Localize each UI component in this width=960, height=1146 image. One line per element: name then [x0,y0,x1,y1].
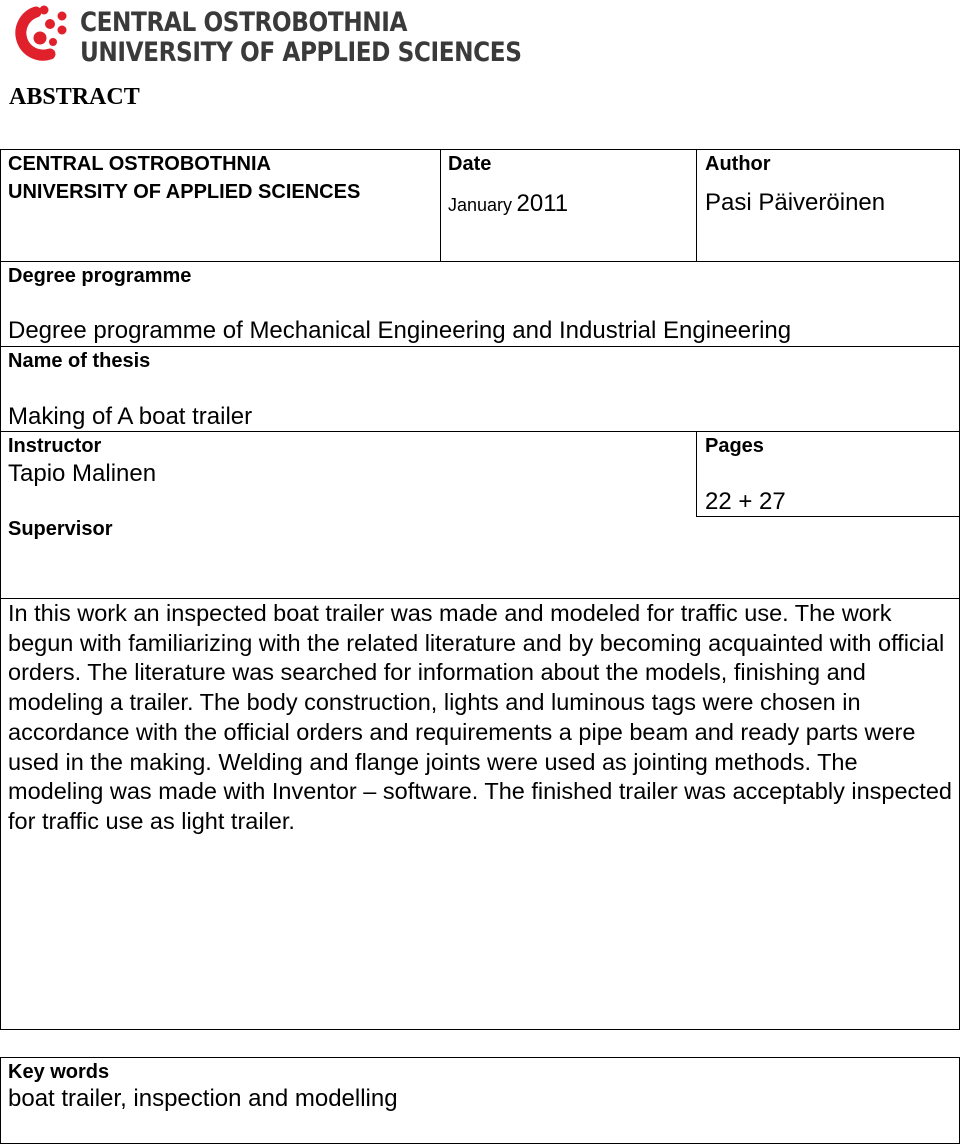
date-label: Date [448,153,492,175]
date-year: 2011 [516,190,569,217]
keywords-value: boat trailer, inspection and modelling [8,1085,398,1112]
degree-cell [8,264,954,345]
supervisor-label: Supervisor [8,518,113,540]
instructor-cell [8,434,688,541]
abstract-text: In this work an inspected boat trailer was made and modeled for traffic use. The work begun with familiarizing with the related literature and by becoming acquainted with official orders. The literature was searched for information about the models, finishing and modeling a trailer. The body construction, lights and luminous tags were chosen in accordance with the official orders and requirements a pipe beam and ready parts were used in the making. Welding and flange joints were used as jointing methods. The modeling was made with Inventor – software. The finished trailer was acceptably inspected for traffic use as light trailer. [8,600,952,834]
institution-line-1: CENTRAL OSTROBOTHNIA [8,153,271,175]
instructor-label: Instructor [8,435,102,457]
date-cell [448,152,693,218]
pages-cell [705,434,955,516]
date-month: January [448,195,513,215]
keywords-label: Key words [8,1061,110,1083]
pages-value: 22 + 27 [705,488,786,515]
thesis-label: Name of thesis [8,350,151,372]
degree-label: Degree programme [8,265,192,287]
page-title: ABSTRACT [9,84,140,110]
instructor-value: Tapio Malinen [8,460,157,487]
thesis-cell [8,349,954,431]
cou-logo-icon [6,2,70,66]
logo-wordmark [80,8,522,68]
pages-label: Pages [705,435,764,457]
thesis-value: Making of A boat trailer [8,403,253,430]
degree-value: Degree programme of Mechanical Engineering and Industrial Engineering [8,317,792,344]
institution-line-2: UNIVERSITY OF APPLIED SCIENCES [8,181,361,203]
institution-cell [8,152,438,204]
author-label: Author [705,153,771,175]
keywords-cell [8,1060,954,1113]
logo-line-1: CENTRAL OSTROBOTHNIA [80,7,407,38]
logo-line-2: UNIVERSITY OF APPLIED SCIENCES [80,37,522,68]
author-value: Pasi Päiveröinen [705,189,886,216]
author-cell [705,152,955,217]
